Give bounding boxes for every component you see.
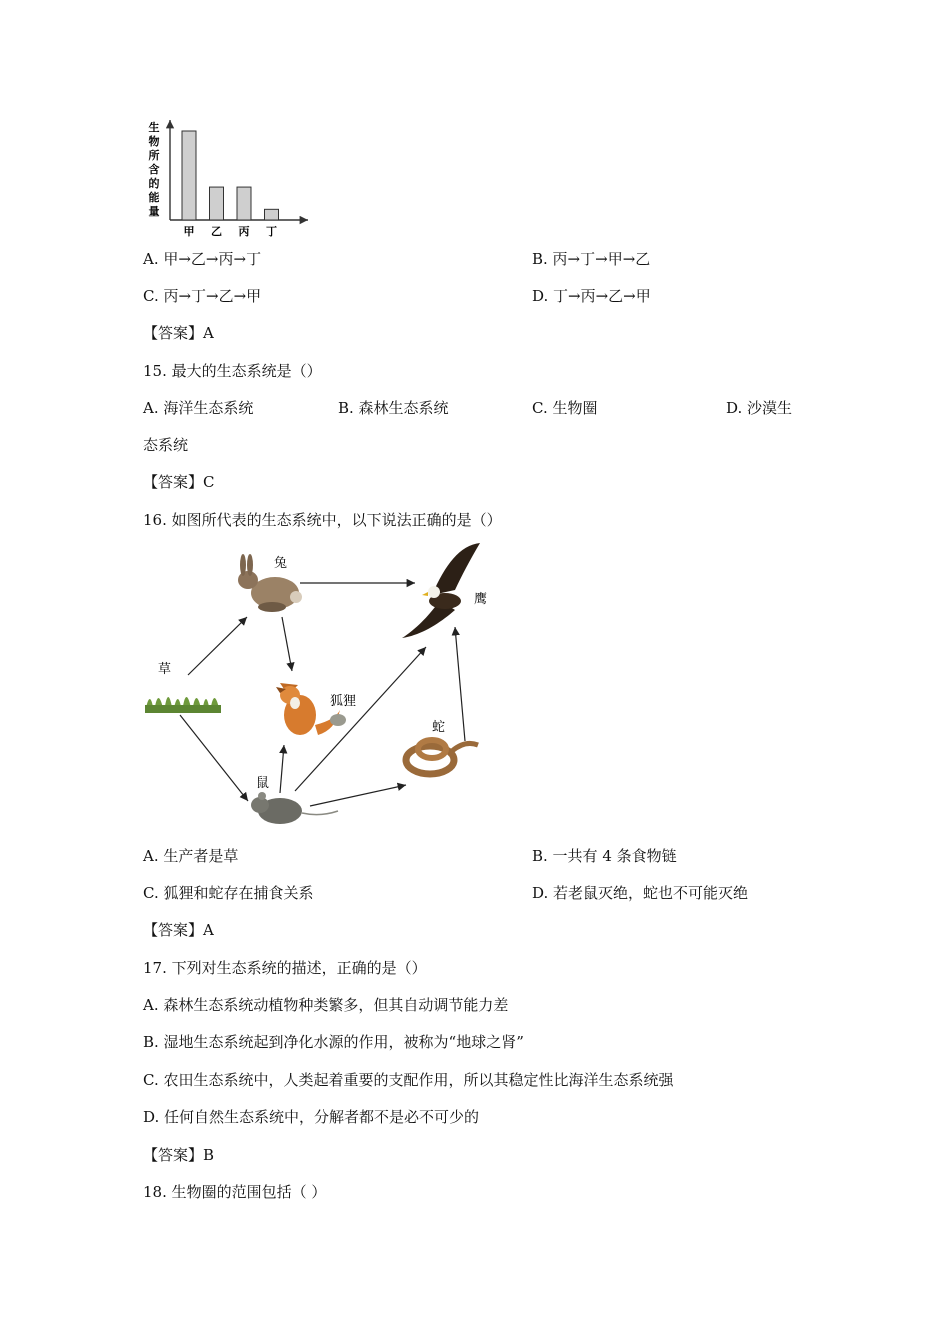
q14-option-a[interactable]: A. 甲→乙→丙→丁 <box>143 250 262 268</box>
q14-option-d[interactable]: D. 丁→丙→乙→甲 <box>532 287 651 305</box>
snake-image <box>406 740 478 774</box>
q16-answer: 【答案】A <box>143 921 214 939</box>
q16-question: 16. 如图所代表的生态系统中，以下说法正确的是（） <box>143 511 502 529</box>
q15-option-a[interactable]: A. 海洋生态系统 <box>143 399 254 417</box>
x-tick-label: 丙 <box>238 225 250 238</box>
bar-3 <box>237 187 251 220</box>
eagle-image <box>402 543 480 638</box>
q15-answer: 【答案】C <box>143 473 215 491</box>
q14-answer: 【答案】A <box>143 324 214 342</box>
arrow-grass-mouse <box>180 715 248 801</box>
q17-option-d[interactable]: D. 任何自然生态系统中，分解者都不是必不可少的 <box>143 1108 480 1126</box>
arrow-grass-rabbit <box>188 617 247 675</box>
bar-2 <box>210 187 224 220</box>
svg-text:量: 量 <box>148 205 160 218</box>
q16-option-d[interactable]: D. 若老鼠灭绝，蛇也不可能灭绝 <box>532 884 749 902</box>
q14-option-b[interactable]: B. 丙→丁→甲→乙 <box>532 250 651 268</box>
label-eagle: 鹰 <box>474 592 488 607</box>
svg-text:含: 含 <box>148 163 160 176</box>
rabbit-image <box>238 554 302 612</box>
svg-text:的: 的 <box>148 177 160 190</box>
fox-image <box>276 683 346 735</box>
arrow-rabbit-fox <box>282 617 292 671</box>
svg-text:物: 物 <box>148 135 160 148</box>
food-web-diagram <box>140 535 500 835</box>
q17-answer: 【答案】B <box>143 1146 215 1164</box>
q17-option-c[interactable]: C. 农田生态系统中，人类起着重要的支配作用，所以其稳定性比海洋生态系统强 <box>143 1071 674 1089</box>
q15-option-d-wrap: 态系统 <box>143 436 189 454</box>
q16-option-a[interactable]: A. 生产者是草 <box>143 847 239 865</box>
svg-text:能: 能 <box>148 191 160 204</box>
label-rabbit: 兔 <box>274 556 288 571</box>
q15-question: 15. 最大的生态系统是（） <box>143 362 322 380</box>
energy-bar-chart <box>140 115 320 240</box>
q16-option-b[interactable]: B. 一共有 4 条食物链 <box>532 847 677 865</box>
label-snake: 蛇 <box>432 720 446 735</box>
q17-option-b[interactable]: B. 湿地生态系统起到净化水源的作用，被称为“地球之肾” <box>143 1033 524 1051</box>
bar-4 <box>265 209 279 220</box>
q15-option-b[interactable]: B. 森林生态系统 <box>338 399 449 417</box>
q15-option-d[interactable]: D. 沙漠生 <box>726 399 793 417</box>
svg-text:所: 所 <box>148 149 160 162</box>
x-tick-label: 乙 <box>211 225 222 238</box>
arrow-mouse-snake <box>310 785 406 806</box>
label-mouse: 鼠 <box>256 776 270 791</box>
q14-option-c[interactable]: C. 丙→丁→乙→甲 <box>143 287 262 305</box>
label-fox: 狐狸 <box>330 694 357 709</box>
x-tick-label: 甲 <box>183 225 195 238</box>
grass-image <box>145 697 221 713</box>
q17-question: 17. 下列对生态系统的描述，正确的是（） <box>143 959 427 977</box>
mouse-image <box>251 792 338 824</box>
svg-text:生: 生 <box>148 121 160 134</box>
arrow-snake-eagle <box>455 627 465 741</box>
arrow-mouse-fox <box>280 745 284 793</box>
bar-1 <box>182 131 196 220</box>
q18-question: 18. 生物圈的范围包括（ ） <box>143 1183 327 1201</box>
y-axis-label <box>149 120 160 218</box>
q16-option-c[interactable]: C. 狐狸和蛇存在捕食关系 <box>143 884 314 902</box>
label-grass: 草 <box>158 662 172 677</box>
x-tick-label: 丁 <box>266 225 277 238</box>
q15-option-c[interactable]: C. 生物圈 <box>532 399 598 417</box>
q17-option-a[interactable]: A. 森林生态系统动植物种类繁多，但其自动调节能力差 <box>143 996 509 1014</box>
